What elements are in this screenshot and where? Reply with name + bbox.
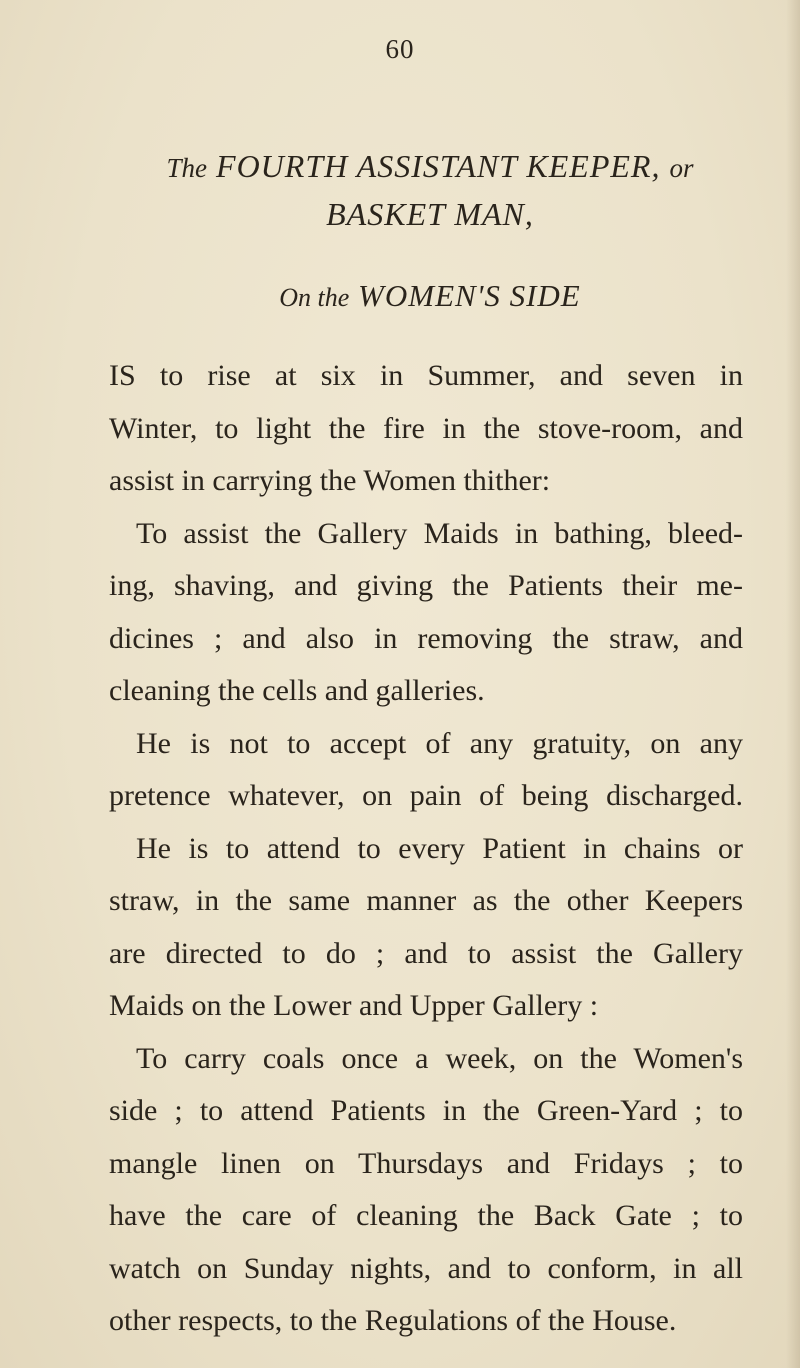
text-line: Maids on the Lower and Upper Gallery :: [109, 989, 599, 1022]
title-line-two: BASKET MAN,: [326, 196, 534, 232]
text-line: are directed to do ; and to assist the Gallery: [109, 936, 743, 970]
section-subtitle: [150, 278, 710, 314]
text-line: mangle linen on Thursdays and Fridays ; to: [109, 1146, 743, 1180]
text-line: other respects, to the Regulations of the House.: [109, 1304, 677, 1337]
title-article: The: [166, 153, 208, 183]
text-line: assist in carrying the Women thither:: [109, 464, 551, 497]
text-line: watch on Sunday nights, and to conform, in all: [109, 1251, 743, 1285]
title-conjunction: or: [669, 153, 694, 183]
text-line: IS to rise at six in Summer, and seven in: [109, 359, 743, 392]
text-line: cleaning the cells and galleries.: [109, 674, 485, 707]
text-line: pretence whatever, on pain of being discharged.: [109, 779, 743, 812]
text-line: have the care of cleaning the Back Gate ; to: [109, 1199, 743, 1232]
subtitle-main: WOMEN'S SIDE: [358, 278, 581, 313]
text-line: Winter, to light the fire in the stove-room, and: [109, 411, 743, 445]
text-line: He is not to accept of any gratuity, on any: [136, 726, 743, 760]
page-edge-shadow: [786, 0, 800, 1368]
title-main: FOURTH ASSISTANT KEEPER,: [216, 148, 661, 184]
subtitle-prefix: On the: [279, 283, 350, 312]
section-title: [110, 143, 750, 237]
text-line: side ; to attend Patients in the Green-Yard ; to: [109, 1094, 743, 1127]
body-text: [109, 350, 743, 1348]
text-line: To carry coals once a week, on the Women's: [136, 1041, 743, 1075]
text-line: ing, shaving, and giving the Patients their me-: [109, 569, 743, 602]
text-line: straw, in the same manner as the other Keepers: [109, 884, 743, 917]
page-number: 60: [385, 34, 415, 64]
text-line: He is to attend to every Patient in chains or: [136, 831, 743, 865]
text-line: To assist the Gallery Maids in bathing, bleed-: [136, 516, 743, 550]
text-line: dicines ; and also in removing the straw, and: [109, 621, 743, 655]
